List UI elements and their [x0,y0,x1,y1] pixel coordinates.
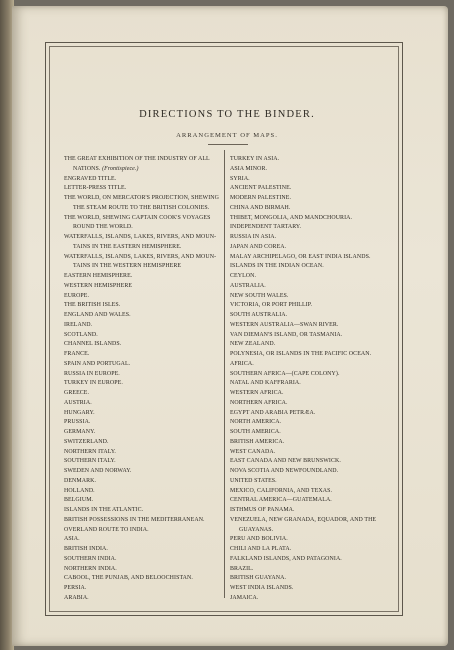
list-item: AFRICA. [230,360,254,367]
list-item: PRUSSIA. [64,419,91,426]
list-item: FALKLAND ISLANDS, AND PATAGONIA. [230,555,342,562]
list-item: BRITISH POSSESSIONS IN THE MEDITERRANEAN. [64,516,205,523]
list-item: MODERN PALESTINE. [230,195,292,201]
list-item: HUNGARY. [64,409,95,416]
column-divider [224,150,225,598]
list-item: LETTER-PRESS TITLE. [64,185,127,192]
list-item: CHILI AND LA PLATA. [230,546,292,552]
list-item: CABOOL, THE PUNJAB, AND BELOOCHISTAN. [64,575,193,582]
list-item: BELGIUM. [64,497,94,504]
list-item: ARABIA. [64,594,89,601]
list-item: CHINA AND BIRMAH. [230,204,291,211]
list-item: TAINS IN THE WESTERN HEMISPHERE [73,263,182,270]
list-item: PERSIA. [64,585,87,591]
list-item: BRITISH GUAYANA. [230,575,287,582]
list-item: THIBET, MONGOLIA, AND MANDCHOURIA. [230,214,353,221]
list-item: TURKEY IN EUROPE. [64,380,123,387]
list-item: MEXICO, CALIFORNIA, AND TEXAS. [230,487,333,494]
list-item: WATERFALLS, ISLANDS, LAKES, RIVERS, AND MOUN- [64,253,217,260]
list-item: NOVA SCOTIA AND NEWFOUNDLAND. [230,468,339,474]
list-item: EAST CANADA AND NEW BRUNSWICK. [230,458,341,465]
list-item: EASTERN HEMISPHERE. [64,273,133,279]
list-item: RUSSIA IN ASIA. [230,234,277,240]
list-item: NEW ZEALAND. [230,341,276,348]
list-item: WEST CANADA. [230,448,276,455]
list-item: VICTORIA, OR PORT PHILLIP. [230,302,313,309]
list-item: IRELAND. [64,321,93,328]
list-item: RUSSIA IN EUROPE. [64,370,120,377]
list-item: ASIA. [64,536,80,543]
list-item: ENGRAVED TITLE. [64,175,117,182]
list-item: WESTERN HEMISPHERE [64,282,133,289]
list-item: ROUND THE WORLD. [73,224,133,231]
list-item: SYRIA. [230,175,250,182]
list-item: SOUTHERN AFRICA—(CAPE COLONY). [230,370,340,377]
list-item: WEST INDIA ISLANDS. [230,585,294,591]
list-item: SOUTHERN ITALY. [64,458,116,465]
list-item-note: (Frontispiece.) [102,165,139,172]
list-item: BRAZIL. [230,565,254,572]
list-item: SOUTH AUSTRALIA. [230,312,288,318]
list-item: ISTHMUS OF PANAMA. [230,507,295,513]
list-item: ANCIENT PALESTINE. [230,185,292,192]
list-item: THE STEAM ROUTE TO THE BRITISH COLONIES. [73,204,210,211]
list-item: THE GREAT EXHIBITION OF THE INDUSTRY OF ALL [64,156,210,162]
list-item: SCOTLAND. [64,331,98,338]
list-item: THE BRITISH ISLES. [64,302,121,309]
list-item: NORTHERN AFRICA. [230,399,288,406]
list-item: WESTERN AUSTRALIA—SWAN RIVER. [230,321,339,328]
right-column [230,155,390,604]
list-item: PERU AND BOLIVIA. [230,536,288,543]
list-item: JAMAICA. [230,594,259,601]
list-item: GREECE. [64,390,90,396]
list-item: WESTERN AFRICA. [230,390,284,396]
list-item: THE WORLD, ON MERCATOR'S PROJECTION, SHEWING [64,195,219,201]
list-item: ASIA MINOR. [230,165,268,172]
list-item: EGYPT AND ARABIA PETRÆA. [230,409,316,416]
list-item: EUROPE. [64,292,90,299]
list-item: AUSTRALIA. [230,282,266,289]
subtitle-rule [208,144,248,145]
list-item: VENEZUELA, NEW GRANADA, EQUADOR, AND THE [230,516,377,523]
list-item: OVERLAND ROUTE TO INDIA. [64,526,149,533]
list-item: NORTHERN INDIA. [64,565,117,572]
list-item: SOUTHERN INDIA. [64,555,117,562]
list-item: FRANCE. [64,351,90,357]
list-item-text: NATIONS. [73,165,101,172]
list-item: SOUTH AMERICA. [230,429,281,435]
list-item [64,165,222,175]
left-column [64,155,222,604]
list-item: BRITISH AMERICA. [230,438,285,445]
list-item: SWEDEN AND NORWAY. [64,468,132,474]
list-item: UNITED STATES. [230,477,277,484]
list-item: JAPAN AND COREA. [230,243,287,250]
list-item: SWITZERLAND. [64,438,109,445]
list-item: DENMARK. [64,477,97,484]
list-item: ENGLAND AND WALES. [64,312,131,318]
list-item: ISLANDS IN THE INDIAN OCEAN. [230,263,324,270]
list-item: AUSTRIA. [64,399,92,406]
list-item: TURKEY IN ASIA. [230,156,280,162]
page-title: DIRECTIONS TO THE BINDER. [139,109,315,120]
list-item: NORTH AMERICA. [230,419,282,426]
list-item: VAN DIEMAN'S ISLAND, OR TASMANIA. [230,331,343,338]
list-item: CEYLON. [230,273,257,279]
list-item: HOLLAND. [64,487,95,494]
list-item: NORTHERN ITALY. [64,448,117,455]
list-item: THE WORLD, SHEWING CAPTAIN COOK'S VOYAGES [64,214,211,221]
list-item: NATAL AND KAFFRARIA. [230,380,301,387]
list-item: CENTRAL AMERICA—GUATEMALA. [230,497,332,504]
list-item: SPAIN AND PORTUGAL. [64,360,131,367]
list-item: GUAYANAS. [239,526,274,533]
list-item: BRITISH INDIA. [64,546,108,552]
list-item: GERMANY. [64,429,96,435]
list-item: WATERFALLS, ISLANDS, LAKES, RIVERS, AND MOUN- [64,234,217,240]
list-item: INDEPENDENT TARTARY. [230,224,302,231]
list-item: POLYNESIA, OR ISLANDS IN THE PACIFIC OCEAN. [230,351,372,357]
list-item: MALAY ARCHIPELAGO, OR EAST INDIA ISLANDS. [230,253,371,260]
list-item: NEW SOUTH WALES. [230,292,289,299]
list-item: CHANNEL ISLANDS. [64,341,122,348]
list-item: TAINS IN THE EASTERN HEMISPHERE. [73,243,182,250]
section-subtitle: ARRANGEMENT OF MAPS. [176,132,278,139]
list-item: ISLANDS IN THE ATLANTIC. [64,507,144,513]
